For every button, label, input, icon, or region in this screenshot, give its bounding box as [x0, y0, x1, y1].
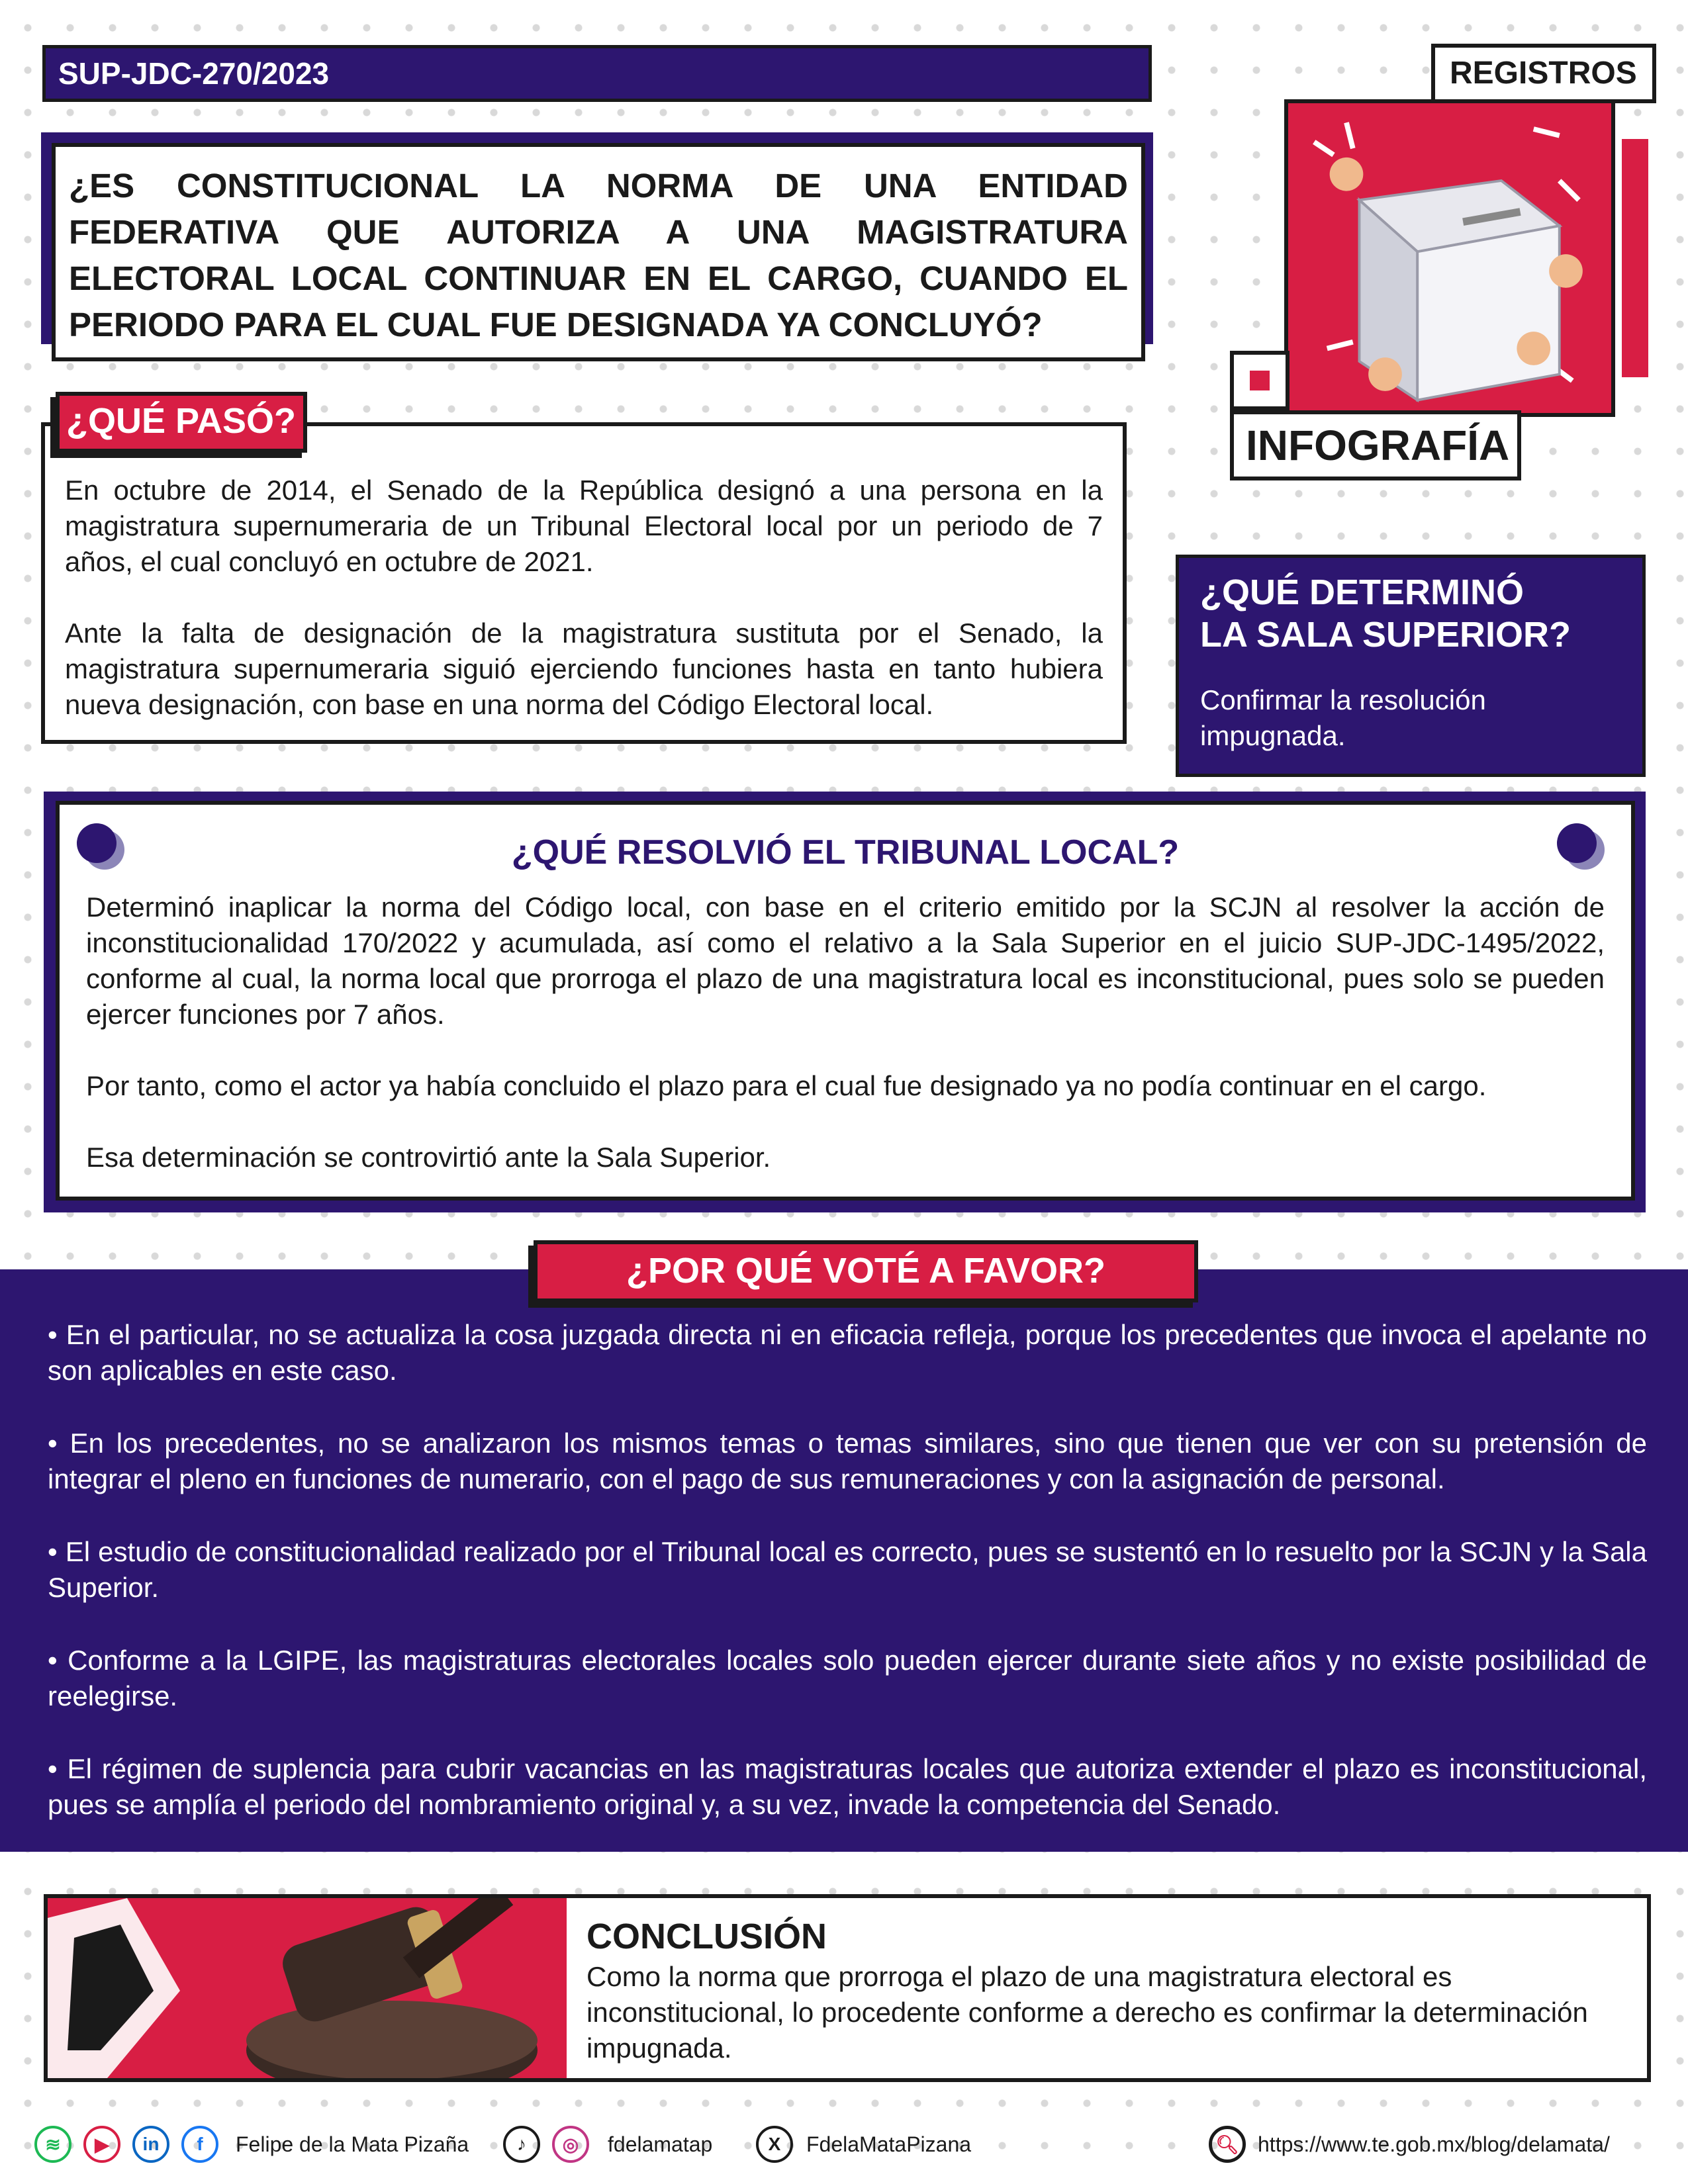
ballot-box-icon [1288, 103, 1611, 413]
x-twitter-icon[interactable]: X [756, 2126, 793, 2163]
footer-handle-2: FdelaMataPizana [806, 2132, 972, 2156]
linkedin-icon[interactable]: in [132, 2126, 169, 2163]
voto-title: ¿POR QUÉ VOTÉ A FAVOR? [626, 1251, 1106, 1291]
youtube-icon[interactable]: ▶ [83, 2126, 120, 2163]
main-question: ¿ES CONSTITUCIONAL LA NORMA DE UNA ENTIDAD FEDERATIVA QUE AUTORIZA A UNA MAGISTRATURA ELECTORAL LOCAL CONTINUAR EN EL CARGO, CUANDO EL PERIODO PARA EL CUAL FUE DESIGNADA YA CONCLUYÓ? [69, 167, 1128, 343]
tiktok-icon[interactable]: ♪ [503, 2126, 540, 2163]
conclusion-text: Como la norma que prorroga el plazo de una magistratura electoral es inconstitucional, lo procedente conforme a derecho es confirmar la determinación impugnada. [586, 1961, 1588, 2064]
facebook-icon[interactable]: f [181, 2126, 218, 2163]
infografia-label: INFOGRAFÍA [1246, 422, 1510, 469]
tribunal-box [56, 801, 1635, 1201]
gavel-illustration [48, 1898, 567, 2078]
sala-superior-card [1176, 555, 1646, 777]
footer-name: Felipe de la Mata Pizaña [236, 2132, 469, 2156]
que-paso-title: ¿QUÉ PASÓ? [66, 401, 297, 441]
red-square-icon [1230, 351, 1289, 410]
footer-url[interactable]: https://www.te.gob.mx/blog/delamata/ [1258, 2132, 1610, 2156]
tribunal-p2: Por tanto, como el actor ya había concluido el plazo para el cual fue designado ya no podía continuar en el cargo. [86, 1070, 1487, 1101]
tribunal-title: ¿QUÉ RESOLVIÓ EL TRIBUNAL LOCAL? [511, 833, 1180, 872]
registros-label: REGISTROS [1450, 56, 1637, 91]
pin-left-icon [77, 823, 117, 863]
que-paso-p1: En octubre de 2014, el Senado de la República designó a una persona en la magistratura supernumeraria de un Tribunal Electoral local por un periodo de 7 años, el cual concluyó en octubre de 2021. [65, 475, 1103, 577]
pin-right-icon [1557, 823, 1597, 863]
tribunal-p3: Esa determinación se controvirtió ante la Sala Superior. [86, 1142, 771, 1173]
search-web-icon[interactable]: 🔍︎ [1209, 2126, 1246, 2163]
sala-superior-title-1: ¿QUÉ DETERMINÓ [1200, 572, 1524, 612]
header-accent-bar [1622, 139, 1648, 377]
voto-item-4: • Conforme a la LGIPE, las magistraturas electorales locales solo pueden ejercer durante siete años y no existe posibilidad de reelegirse. [48, 1645, 1647, 1711]
gavel-icon [48, 1898, 567, 2078]
tribunal-p1: Determinó inaplicar la norma del Código local, con base en el criterio emitido por la SCJN al resolver la acción de inconstitucionalidad 170/2022 y acumulada, así como el relativo a la Sala Superior en el juicio SUP-JDC-1495/2022, conforme al cual, la norma local que prorroga el plazo de una magistratura local es inconstitucional, pues solo se pueden ejercer funciones por 7 años. [86, 891, 1605, 1030]
spotify-icon[interactable]: ≋ [34, 2126, 71, 2163]
voto-item-2: • En los precedentes, no se analizaron los mismos temas o temas similares, sino que tienen que ver con su pretensión de integrar el pleno en funciones de numerario, con el pago de sus remuneraciones y con la asignación de personal. [48, 1428, 1647, 1494]
voto-item-3: • El estudio de constitucionalidad realizado por el Tribunal local es correcto, pues se sustentó en lo resuelto por la SCJN y la Sala Superior. [48, 1536, 1647, 1603]
voto-section [0, 1269, 1688, 1852]
que-paso-p2: Ante la falta de designación de la magistratura sustituta por el Senado, la magistratura supernumeraria siguió ejerciendo funciones hasta en tanto hubiera nueva designación, con base en una norma del Código Electoral local. [65, 617, 1103, 720]
conclusion-title: CONCLUSIÓN [586, 1917, 827, 1956]
case-id: SUP-JDC-270/2023 [58, 56, 330, 91]
sala-superior-title-2: LA SALA SUPERIOR? [1200, 615, 1571, 655]
question-box [52, 143, 1145, 361]
voto-item-5: • El régimen de suplencia para cubrir vacancias en las magistraturas locales que autoriza extender el plazo es inconstitucional, pues se amplía el periodo del nombramiento original y, a su vez, invade la competencia del Senado. [48, 1753, 1647, 1820]
que-paso-box [41, 422, 1127, 744]
voto-item-1: • En el particular, no se actualiza la cosa juzgada directa ni en eficacia refleja, porque los precedentes que invoca el apelante no son aplicables en este caso. [48, 1319, 1647, 1386]
footer-handle-1: fdelamatap [608, 2132, 713, 2156]
sala-superior-text: Confirmar la resolución impugnada. [1200, 684, 1486, 751]
instagram-icon[interactable]: ◎ [552, 2126, 589, 2163]
ballot-box-illustration [1284, 99, 1615, 417]
